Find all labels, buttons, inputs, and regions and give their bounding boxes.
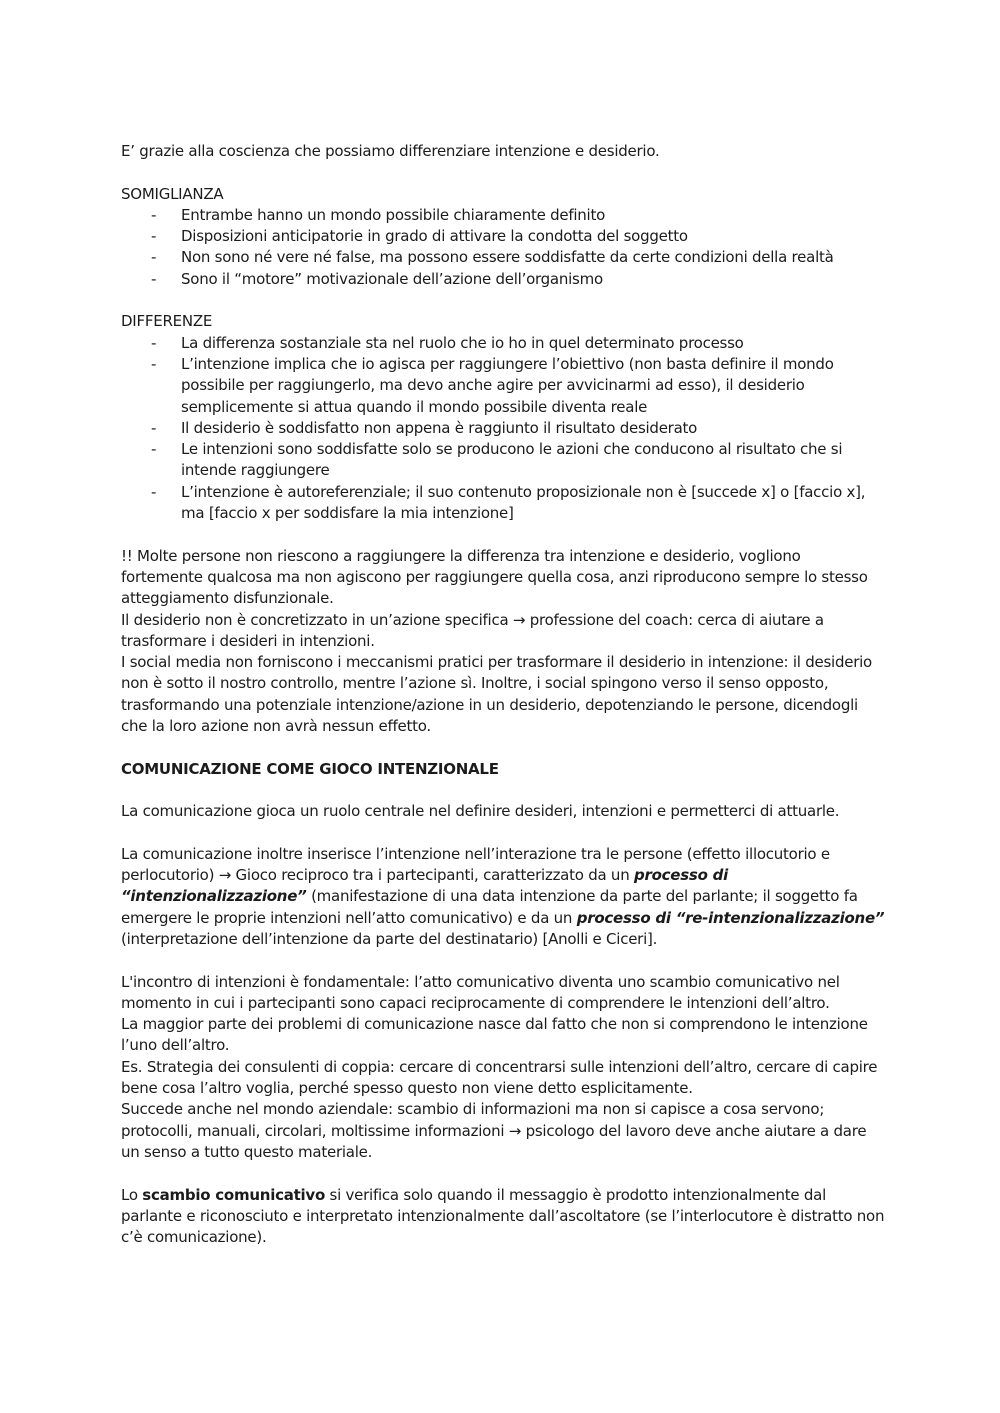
note-paragraph: Il desiderio non è concretizzato in un’azione specifica → professione del coach: cerca di aiutare a trasformare i desideri in intenzioni. bbox=[121, 610, 824, 650]
document-page bbox=[121, 141, 886, 1248]
list-item: - Il desiderio è soddisfatto non appena è raggiunto il risultato desiderato bbox=[121, 418, 886, 439]
communication-paragraph: Succede anche nel mondo aziendale: scambio di informazioni ma non si capisce a cosa servono; protocolli, manuali, circolari, moltissime informazioni → psicologo del lavoro deve anche aiutare a dare un senso a tutto questo materiale. bbox=[121, 1100, 867, 1161]
communication-paragraph: La comunicazione gioca un ruolo centrale nel definire desideri, intenzioni e permetterci di attuarle. bbox=[121, 802, 840, 821]
list-item: - Le intenzioni sono soddisfatte solo se producono le azioni che conducono al risultato che si intende raggiungere bbox=[151, 440, 843, 480]
term-re-intenzionalizzazione: processo di “re-intenzionalizzazione” bbox=[576, 908, 885, 927]
communication-paragraph: Es. Strategia dei consulenti di coppia: cercare di concentrarsi sulle intenzioni dell’altro, cercare di capire bene cosa l’altro voglia, perché spesso questo non viene detto esplicitamente. bbox=[121, 1057, 878, 1098]
list-item: - La differenza sostanziale sta nel ruolo che io ho in quel determinato processo bbox=[121, 333, 886, 354]
similarity-heading: SOMIGLIANZA bbox=[121, 184, 224, 203]
list-item: - Entrambe hanno un mondo possibile chiaramente definito bbox=[121, 205, 886, 226]
differences-list bbox=[121, 333, 886, 525]
dash-bullet: - bbox=[151, 269, 157, 288]
note-paragraph: I social media non forniscono i meccanismi pratici per trasformare il desiderio in intenzione: il desiderio non è sotto il nostro controllo, mentre l’azione sì. Inoltre, i social spingono verso il senso opposto, trasformando una potenziale intenzione/azione in un desiderio, depotenziando le persone, dicendogli che la loro azione non avrà nessun effetto. bbox=[121, 653, 872, 736]
list-item: - Disposizioni anticipatorie in grado di attivare la condotta del soggetto bbox=[121, 226, 886, 247]
dash-bullet: - bbox=[151, 205, 157, 224]
term-scambio-comunicativo: scambio comunicativo bbox=[142, 1185, 326, 1204]
term-intenzionalizzazione: processo di “intenzionalizzazione” bbox=[121, 866, 728, 906]
communication-paragraph: Lo scambio comunicativo si verifica solo quando il messaggio è prodotto intenzionalmente dal parlante e riconosciuto e interpretato intenzionalmente dall’ascoltatore (se l’interlocutore è distratto non c’è comunicazione). bbox=[121, 1185, 885, 1247]
dash-bullet: - bbox=[151, 440, 157, 459]
communication-paragraph: La maggior parte dei problemi di comunicazione nasce dal fatto che non si comprendono le intenzione l’uno dell’altro. bbox=[121, 1015, 868, 1055]
communication-paragraph: La comunicazione inoltre inserisce l’intenzione nell’interazione tra le persone (effetto illocutorio e perlocutorio) → Gioco reciproco tra i partecipanti, caratterizzato da un processo di “intenzionalizzazione” (manifestazione di una data intenzione da parte del parlante; il soggetto fa emergere le proprie intenzioni nell’atto comunicativo) e da un processo di “re-intenzionalizzazione” (interpretazione dell’intenzione da parte del destinatario) [Anolli e Ciceri]. bbox=[121, 844, 885, 948]
list-item: - Sono il “motore” motivazionale dell’azione dell’organismo bbox=[121, 269, 886, 290]
note-paragraph: !! Molte persone non riescono a raggiungere la differenza tra intenzione e desiderio, vogliono fortemente qualcosa ma non agiscono per raggiungere quella cosa, anzi riproducono sempre lo stesso atteggiamento disfunzionale. bbox=[121, 546, 868, 608]
communication-paragraph: L'incontro di intenzioni è fondamentale: l’atto comunicativo diventa uno scambio comunicativo nel momento in cui i partecipanti sono capaci reciprocamente di comprendere le intenzioni dell’altro. bbox=[121, 972, 840, 1012]
differences-heading: DIFFERENZE bbox=[121, 312, 213, 331]
dash-bullet: - bbox=[151, 482, 157, 501]
similarity-list bbox=[121, 205, 886, 290]
dash-bullet: - bbox=[151, 248, 157, 267]
list-item: - L’intenzione implica che io agisca per raggiungere l’obiettivo (non basta definire il mondo possibile per raggiungerlo, ma devo anche agire per avvicinarmi ad esso), il desiderio semplicemente si attua quando il mondo possibile diventa reale bbox=[151, 354, 834, 416]
intro-paragraph: E’ grazie alla coscienza che possiamo differenziare intenzione e desiderio. bbox=[121, 142, 660, 160]
dash-bullet: - bbox=[151, 418, 157, 437]
list-item: - L’intenzione è autoreferenziale; il suo contenuto proposizionale non è [succede x] o [faccio x], ma [faccio x per soddisfare la mia intenzione] bbox=[151, 482, 866, 523]
section-title: COMUNICAZIONE COME GIOCO INTENZIONALE bbox=[121, 759, 499, 778]
dash-bullet: - bbox=[151, 227, 157, 246]
dash-bullet: - bbox=[151, 333, 157, 352]
list-item: - Non sono né vere né false, ma possono essere soddisfatte da certe condizioni della realtà bbox=[121, 247, 886, 268]
dash-bullet: - bbox=[151, 354, 157, 373]
